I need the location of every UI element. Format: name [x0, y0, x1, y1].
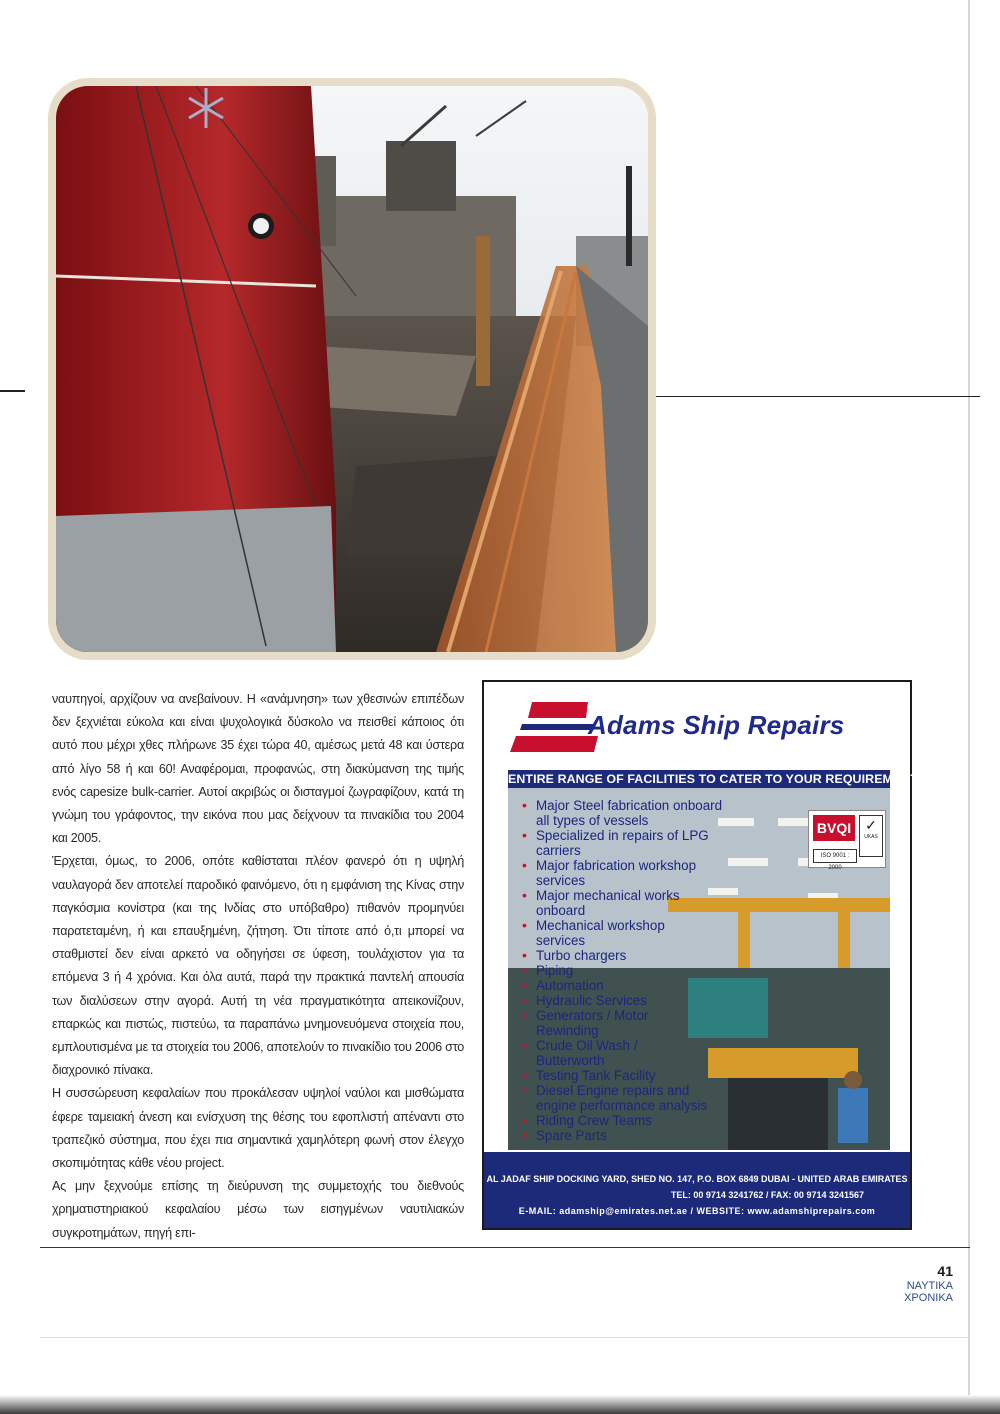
photo-frame	[48, 78, 656, 660]
service-item: • Spare Parts	[518, 1128, 736, 1143]
divider-left	[0, 390, 25, 392]
service-item: • Turbo chargers	[518, 948, 736, 963]
article-paragraph: Ας μην ξεχνούμε επίσης τη διεύρυνση της συμμετοχής του διεθνούς χρηματιστηριακού κεφαλαίου μέσω των εισηγμένων ναυτιλιακών συγκροτημάτων, πηγή επι-	[52, 1179, 464, 1240]
ship-logo-icon	[508, 696, 598, 758]
ad-contact: E-MAIL: adamship@emirates.net.ae / WEBSITE: www.adamshiprepairs.com	[518, 1206, 876, 1216]
page-number: 41	[937, 1263, 953, 1279]
ad-contact-footer	[484, 1152, 910, 1228]
article-paragraph: Έρχεται, όμως, το 2006, οπότε καθίσταται πλέον φανερό ότι η υψηλή ναυλαγορά δεν αποτελεί παροδικό φαινόμενο, ότι η εμφάνιση της Κίνας στην παγκόσμια κονίστρα (και της Ινδίας στο υπόβαθρο) πιθανόν προμηνύει παρατεταμένη, ή και επαυξημένη, ζήτηση. Ότι τίποτε από ό,τι μπορεί να σταθμιστεί δεν είναι αρκετό να οδηγήσει σε ύφεση, τουλάχιστον για τα επόμενα 3 ή 4 χρόνια. Και όλα αυτά, παρά την πρακτικά παντελή απουσία των διαλύσεων στην αγορά. Αυτή τη νέα πραγματικότητα απεικονίζουν, επαρκώς και πιστώς, πιστεύω, τα παραπάνω μνημονευόμενα στοιχεία που, εμπλουτισμένα με τα στοιχεία του 2006, αποτελούν το πινακίδιο του 2006 στο διαχρονικό πίνακα.	[52, 854, 464, 1078]
service-item: • Major Steel fabrication onboard all types of vessels	[518, 798, 736, 828]
service-item: • Automation	[518, 978, 736, 993]
bvqi-logo: BVQI	[813, 815, 855, 841]
article-paragraph: Η συσσώρευση κεφαλαίων που προκάλεσαν υψηλοί ναύλοι και μισθώματα έφερε ταμειακή άνεση και ενίσχυση της θέσης του εφοπλιστή απέναντι στο τραπεζικό σύστημα, που έχει πια σημαντικά χαμηλότερη φωνή στον έλεγχο σκοπιμότητας κάθε νέου project.	[52, 1086, 464, 1171]
service-item: • Testing Tank Facility	[518, 1068, 736, 1083]
service-item: • Specialized in repairs of LPG carriers	[518, 828, 711, 858]
iso-label: ISO 9001 : 2000	[813, 849, 857, 863]
ukas-logo	[859, 815, 883, 857]
page-edge	[968, 0, 970, 1414]
magazine-name-line2: ΧΡΟΝΙΚΑ	[904, 1292, 953, 1304]
article-body	[52, 688, 464, 1245]
service-item: • Piping	[518, 963, 736, 978]
certification-badge	[808, 810, 886, 871]
page-bottom-shadow	[0, 1395, 1000, 1414]
adams-ship-repairs-ad	[482, 680, 927, 1230]
service-item: • Mechanical workshop services	[518, 918, 696, 948]
checkmark-icon: ✓	[865, 817, 877, 833]
service-item: • Diesel Engine repairs and engine performance analysis	[518, 1083, 711, 1113]
ad-phone: TEL: 00 9714 3241762 / FAX: 00 9714 3241567	[670, 1190, 864, 1200]
service-item: • Major fabrication workshop services	[518, 858, 716, 888]
ad-header	[484, 682, 910, 767]
service-item: • Hydraulic Services	[518, 993, 736, 1008]
ad-banner: ENTIRE RANGE OF FACILITIES TO CATER TO YOUR REQUIREMENTS	[508, 772, 927, 786]
magazine-name-line1: ΝΑΥΤΙΚΑ	[906, 1280, 953, 1292]
footer-divider-light	[40, 1337, 970, 1338]
ukas-label: UKAS	[864, 834, 878, 840]
divider-right	[655, 396, 980, 397]
footer-divider	[40, 1247, 970, 1248]
service-item: • Crude Oil Wash / Butterworth	[518, 1038, 646, 1068]
article-paragraph: ναυπηγοί, αρχίζουν να ανεβαίνουν. Η «ανάμνηση» των χθεσινών επιπέδων δεν ξεχνιέται εύκολα και είναι ψυχολογικά δύσκολο να πεισθεί κάποιος ότι αυτό που μέχρι χθες πλήρωνε 35 έχει τώρα 40, αμέσως μετά 48 και ύστερα από λίγο 58 ή και 60! Αναφέρομαι, προφανώς, στη διακύμανση της τιμής ενός capesize bulk-carrier. Αυτοί ακριβώς οι δισταγμοί ζωγραφίζουν, κατά τη γνώμη του γράφοντος, την εικόνα που μας δείχνουν τα πινακίδια του 2004 και 2005.	[52, 692, 464, 846]
service-item: • Major mechanical works onboard	[518, 888, 696, 918]
services-list	[518, 798, 736, 1143]
service-item: • Generators / Motor Rewinding	[518, 1008, 656, 1038]
ad-brand-name: Adams Ship Repairs	[588, 710, 845, 740]
ad-address: AL JADAF SHIP DOCKING YARD, SHED NO. 147, P.O. BOX 6849 DUBAI - UNITED ARAB EMIRATES	[486, 1174, 908, 1184]
shipyard-photo	[56, 86, 648, 652]
shipyard-illustration	[56, 86, 648, 652]
workshop-photo	[508, 788, 890, 1150]
page-folio	[895, 1262, 953, 1304]
service-item: • Riding Crew Teams	[518, 1113, 736, 1128]
